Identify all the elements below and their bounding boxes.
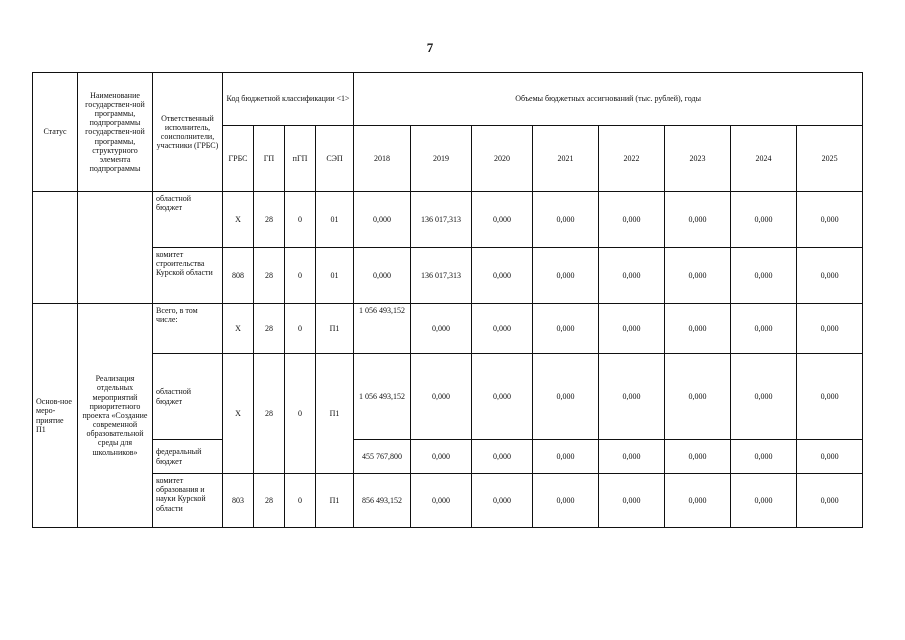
value-cell: 0,000 <box>472 304 533 354</box>
name-cell: Реализация отдельных мероприятий приоритетного проекта «Создание современной образовательной среды для школьников» <box>78 304 153 528</box>
value-cell: 0,000 <box>731 248 797 304</box>
value-cell: 0,000 <box>533 474 599 528</box>
header-year: 2025 <box>797 126 863 192</box>
pgp-cell: 0 <box>285 474 316 528</box>
header-pgp: пГП <box>285 126 316 192</box>
value-cell: 0,000 <box>411 440 472 474</box>
pgp-cell: 0 <box>285 192 316 248</box>
header-year: 2018 <box>354 126 411 192</box>
value-cell: 0,000 <box>533 304 599 354</box>
value-cell: 0,000 <box>731 304 797 354</box>
status-cell-empty <box>33 192 78 304</box>
grbs-cell: Х <box>223 304 254 354</box>
header-year: 2023 <box>665 126 731 192</box>
executor-cell: федеральный бюджет <box>153 440 223 474</box>
value-cell: 0,000 <box>731 440 797 474</box>
header-sep: СЭП <box>316 126 354 192</box>
gp-cell: 28 <box>254 354 285 474</box>
value-cell: 0,000 <box>599 304 665 354</box>
page-number: 7 <box>426 40 434 55</box>
pgp-cell: 0 <box>285 248 316 304</box>
value-cell: 0,000 <box>411 354 472 440</box>
value-cell: 136 017,313 <box>411 248 472 304</box>
value-cell: 1 056 493,152 <box>354 354 411 440</box>
header-year: 2024 <box>731 126 797 192</box>
value-cell: 0,000 <box>533 192 599 248</box>
sep-cell: 01 <box>316 192 354 248</box>
value-cell: 0,000 <box>731 192 797 248</box>
header-name: Наименование государствен-ной программы, подпрограммы государствен-ной программы, структурного элемента подпрограммы <box>78 73 153 192</box>
gp-cell: 28 <box>254 304 285 354</box>
table-row <box>33 354 863 440</box>
value-cell: 0,000 <box>472 440 533 474</box>
sep-cell: П1 <box>316 354 354 474</box>
value-cell: 0,000 <box>354 192 411 248</box>
header-gp: ГП <box>254 126 285 192</box>
executor-cell: Всего, в том числе: <box>153 304 223 354</box>
value-cell: 0,000 <box>797 354 863 440</box>
value-cell: 0,000 <box>599 354 665 440</box>
value-cell: 455 767,800 <box>354 440 411 474</box>
value-cell: 0,000 <box>411 304 472 354</box>
table-row <box>33 248 863 304</box>
value-cell: 0,000 <box>599 440 665 474</box>
gp-cell: 28 <box>254 248 285 304</box>
value-cell: 0,000 <box>665 248 731 304</box>
value-cell: 0,000 <box>665 354 731 440</box>
grbs-cell: 803 <box>223 474 254 528</box>
pgp-cell: 0 <box>285 354 316 474</box>
header-budget-code: Код бюджетной классификации <1> <box>223 73 354 126</box>
value-cell: 0,000 <box>665 474 731 528</box>
header-executor: Ответственный исполнитель, соисполнители, участники (ГРБС) <box>153 73 223 192</box>
value-cell: 0,000 <box>533 440 599 474</box>
value-cell: 0,000 <box>731 474 797 528</box>
table-row <box>33 192 863 248</box>
value-cell: 0,000 <box>797 304 863 354</box>
executor-cell: областной бюджет <box>153 354 223 440</box>
sep-cell: П1 <box>316 304 354 354</box>
value-cell: 0,000 <box>797 440 863 474</box>
budget-table <box>32 72 863 528</box>
value-cell: 0,000 <box>472 192 533 248</box>
header-year: 2019 <box>411 126 472 192</box>
value-cell: 0,000 <box>797 248 863 304</box>
executor-cell: комитет строительства Курской области <box>153 248 223 304</box>
value-cell: 0,000 <box>797 192 863 248</box>
value-cell: 0,000 <box>731 354 797 440</box>
value-cell: 1 056 493,152 <box>354 304 411 354</box>
value-cell: 0,000 <box>665 440 731 474</box>
header-status: Статус <box>33 73 78 192</box>
header-year: 2021 <box>533 126 599 192</box>
sep-cell: 01 <box>316 248 354 304</box>
value-cell: 0,000 <box>472 474 533 528</box>
value-cell: 0,000 <box>599 248 665 304</box>
value-cell: 0,000 <box>599 192 665 248</box>
value-cell: 0,000 <box>665 192 731 248</box>
sep-cell: П1 <box>316 474 354 528</box>
grbs-cell: Х <box>223 354 254 474</box>
grbs-cell: 808 <box>223 248 254 304</box>
value-cell: 0,000 <box>797 474 863 528</box>
name-cell-empty <box>78 192 153 304</box>
gp-cell: 28 <box>254 192 285 248</box>
table-row <box>33 304 863 354</box>
status-cell: Основ-ное меро-приятие П1 <box>33 304 78 528</box>
value-cell: 0,000 <box>533 248 599 304</box>
value-cell: 0,000 <box>472 354 533 440</box>
value-cell: 0,000 <box>411 474 472 528</box>
header-year: 2020 <box>472 126 533 192</box>
table-row <box>33 440 863 474</box>
table-row <box>33 474 863 528</box>
value-cell: 0,000 <box>665 304 731 354</box>
grbs-cell: Х <box>223 192 254 248</box>
value-cell: 136 017,313 <box>411 192 472 248</box>
gp-cell: 28 <box>254 474 285 528</box>
header-year: 2022 <box>599 126 665 192</box>
value-cell: 0,000 <box>533 354 599 440</box>
executor-cell: областной бюджет <box>153 192 223 248</box>
value-cell: 0,000 <box>472 248 533 304</box>
value-cell: 856 493,152 <box>354 474 411 528</box>
pgp-cell: 0 <box>285 304 316 354</box>
value-cell: 0,000 <box>354 248 411 304</box>
header-grbs: ГРБС <box>223 126 254 192</box>
header-volumes: Объемы бюджетных ассигнований (тыс. рублей), годы <box>354 73 863 126</box>
value-cell: 0,000 <box>599 474 665 528</box>
executor-cell: комитет образования и науки Курской области <box>153 474 223 528</box>
